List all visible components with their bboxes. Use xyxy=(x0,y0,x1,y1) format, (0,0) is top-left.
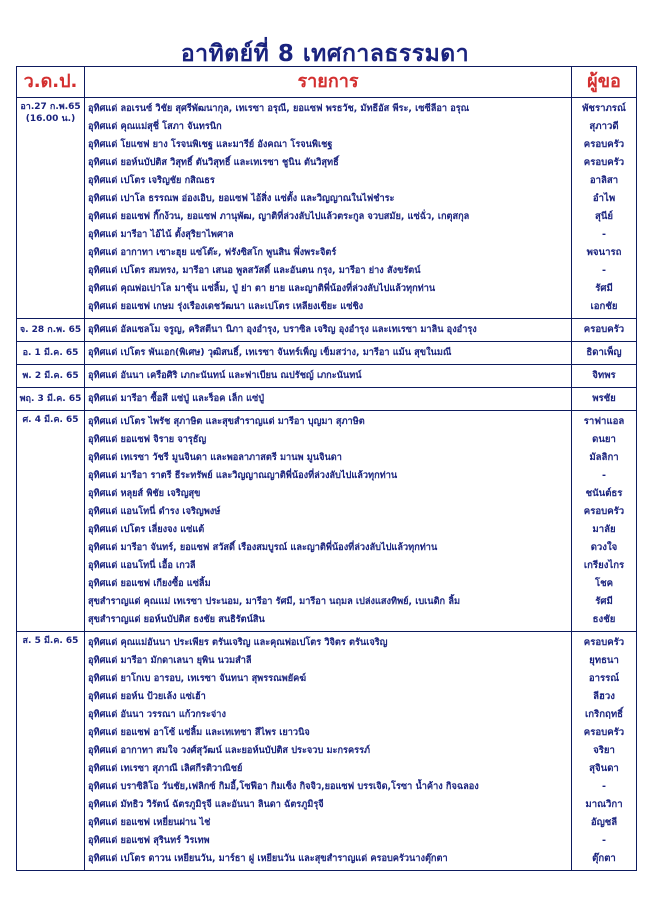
requester-name: เอกชัย xyxy=(590,301,618,312)
requester-name: มัลลิกา xyxy=(589,452,619,463)
intention-line: อุทิศแด่ มารีอา มักดาเลนา ยุพิน นวมสำลี xyxy=(88,655,252,666)
intention-line: อุทิศแด่ เปโตร ดาวน เหยียนวัน, มาร์ธา ฝู เหยียนวัน และสุขสำราญแด่ ครอบครัวนางตุ๊กตา xyxy=(88,853,448,864)
table-header-row xyxy=(17,67,637,98)
intention-line: อุทิศแด่ หลุยส์ พิชัย เจริญสุข xyxy=(88,488,201,499)
requester-name: มาณวิกา xyxy=(585,799,623,810)
mass-intention-table xyxy=(16,66,637,871)
requester-name: อัญชลี xyxy=(590,817,618,828)
date-text: อ. 1 มี.ค. 65 xyxy=(22,348,79,358)
intention-line: อุทิศแด่ ยอแซฟ อาโซ้ แซ่ลิ้ม และเทเทซา สีไพร เยาวนิจ xyxy=(88,727,310,738)
date-text: พฤ. 3 มี.ค. 65 xyxy=(19,394,82,404)
intention-line: อุทิศแด่ เปโตร เจริญชัย กสิณธร xyxy=(88,175,215,186)
requester-name: มาลัย xyxy=(592,524,616,535)
intention-line: อุทิศแด่ โยแซฟ ยาง โรจนพิเชฐ และมารีย์ อังคณา โรจนพิเชฐ xyxy=(88,139,333,150)
requester-name: ชนันต์ธร xyxy=(585,488,623,499)
date-cell xyxy=(17,319,85,342)
requester-name: ตุ๊กตา xyxy=(592,853,616,864)
intention-list-cell xyxy=(85,98,572,319)
intention-line: อุทิศแด่ บราซิลิโอ วันชัย,เฟลิกซ์ กิมอี้,โซฟีอา กิมเซ็ง กิจจิว,ยอแซฟ บรรเจิด,โรซา น้ำค้าง กิจฉลอง xyxy=(88,781,479,792)
intention-line: อุทิศแด่ แอนโทนี่ ดำรง เจริญพงษ์ xyxy=(88,506,221,517)
date-text: พ. 2 มี.ค. 65 xyxy=(22,371,79,381)
requester-name: ราฟาแอล xyxy=(583,416,625,427)
intention-line: อุทิศแด่ อันนา เครือศิริ เภกะนันทน์ และฟาเบียน ณปรัชญ์ เภกะนันทน์ xyxy=(88,370,362,381)
requester-name: - xyxy=(602,229,606,240)
intention-line: อุทิศแด่ อัลแซลโม จรูญ, คริสตีนา นิภา อุงอำรุง, บราซิล เจริญ อุงอำรุง และเทเรซา มาลิน อุงอำรุง xyxy=(88,324,477,335)
table-row xyxy=(17,98,637,319)
header-items: รายการ xyxy=(85,67,572,98)
date-text: จ. 28 ก.พ. 65 xyxy=(19,325,82,335)
requester-cell xyxy=(572,342,637,365)
requester-name: พจนารถ xyxy=(586,247,622,258)
date-text: ส. 5 มี.ค. 65 xyxy=(22,636,79,646)
requester-name: พรชัย xyxy=(592,393,616,404)
intention-list-cell xyxy=(85,319,572,342)
requester-name: ดนยา xyxy=(592,434,616,445)
intention-line: อุทิศแด่ ยอห์นบัปติส วิสุทธิ์ ตันวิสุทธิ์ และเทเรซา ชูนิน ตันวิสุทธิ์ xyxy=(88,157,339,168)
requester-cell xyxy=(572,388,637,411)
intention-list-cell xyxy=(85,388,572,411)
requester-name: ธงชัย xyxy=(592,614,616,625)
requester-name: สุภาวดี xyxy=(589,121,619,132)
requester-name: ธิดาเพ็ญ xyxy=(586,347,622,358)
requester-name: - xyxy=(602,835,606,846)
date-text: ศ. 4 มี.ค. 65 xyxy=(22,415,79,425)
requester-name: อำไพ xyxy=(592,193,616,204)
intention-line: อุทิศแด่ มารีอา จันทร์, ยอแซฟ สวัสดิ์ เรืองสมบูรณ์ และญาติพี่น้องที่ล่วงลับไปแล้วทุกท่าน xyxy=(88,542,438,553)
table-row xyxy=(17,388,637,411)
intention-line: อุทิศแด่ เทเรซา สุภาณี เลิศกีรติวาณิชย์ xyxy=(88,763,243,774)
requester-name: จริยา xyxy=(593,745,615,756)
header-date: ว.ด.ป. xyxy=(17,67,85,98)
date-cell xyxy=(17,411,85,632)
intention-line: อุทิศแด่ อันนา วรรณา แก้วกระจ่าง xyxy=(88,709,226,720)
requester-name: อาลิสา xyxy=(589,175,619,186)
intention-line: อุทิศแด่ เปโตร เลี่ยงจง แซ่แต้ xyxy=(88,524,205,535)
intention-list-cell xyxy=(85,632,572,871)
intention-line: อุทิศแด่ คุณแม่อันนา ประเพียร ตรันเจริญ และคุณพ่อเปโตร วิจิตร ตรันเจริญ xyxy=(88,637,388,648)
table-row xyxy=(17,319,637,342)
intention-line: อุทิศแด่ ยอห์น ป้วยเล้ง แซ่เฮ้า xyxy=(88,691,206,702)
table-row xyxy=(17,411,637,632)
intention-line: อุทิศแด่ เปโตร ไพรัช สุภาษิต และสุขสำราญแด่ มารีอา บุญมา สุภาษิต xyxy=(88,416,365,427)
intention-line: อุทิศแด่ เปโตร พันเอก(พิเศษ) วุฒิสนธิ์, เทเรซา จันทร์เพ็ญ เข็มสว่าง, มารีอา แม้น สุขในมณี xyxy=(88,347,452,358)
intention-line: อุทิศแด่ ยอแซฟ จิราย จารุธัญ xyxy=(88,434,207,445)
requester-name: - xyxy=(602,781,606,792)
intention-line: อุทิศแด่ คุณพ่อเปาโล มาชุ้น แซ่ลิ้ม, ปู่ ย่า ตา ยาย และญาติพี่น้องที่ล่วงลับไปแล้วทุกท่าน xyxy=(88,283,436,294)
date-cell xyxy=(17,342,85,365)
requester-cell xyxy=(572,98,637,319)
date-text: อา.27 ก.พ.65 xyxy=(20,102,81,112)
date-cell xyxy=(17,98,85,319)
requester-name: ยุทธนา xyxy=(589,655,619,666)
requester-name: ครอบครัว xyxy=(583,727,625,738)
page-title: อาทิตย์ที่ 8 เทศกาลธรรมดา xyxy=(180,41,470,67)
requester-name: อารรณ์ xyxy=(588,673,620,684)
intention-line: อุทิศแด่ ลอเรนซ์ วิชัย สุศรีพัฒนากุล, เทเรซา อรุณี, ยอแซฟ พรธวัช, มัทธีอัส พีระ, เซซีลีอา อรุณ xyxy=(88,103,470,114)
requester-name: ครอบครัว xyxy=(583,139,625,150)
requester-cell xyxy=(572,632,637,871)
table-body xyxy=(17,98,637,871)
intention-line: อุทิศแด่ ยอแซฟ กิ๊กง้วน, ยอแซฟ ภานุพัฒ, ญาติที่ล่วงลับไปแล้วตระกูล จวบสมัย, แซ่ฉั่ว, เกตุสกุล xyxy=(88,211,470,222)
requester-name: โชค xyxy=(594,578,614,589)
requester-name: ครอบครัว xyxy=(583,324,625,335)
intention-line: อุทิศแด่ ยอแซฟ สุรินทร์ วิรเทพ xyxy=(88,835,210,846)
intention-line: อุทิศแด่ ยอแซฟ เหยี่ยนฝาน ไช่ xyxy=(88,817,211,828)
requester-name: รัศมี xyxy=(595,596,613,607)
requester-cell xyxy=(572,365,637,388)
intention-line: อุทิศแด่ ยอแซฟ เกียงซื้อ แซ่ลิ้ม xyxy=(88,578,211,589)
intention-line: อุทิศแด่ อากาทา สมใจ วงศ์สุวัฒน์ และยอห์นบัปติส ประจวบ มะกรครรภ์ xyxy=(88,745,371,756)
requester-name: จิทพร xyxy=(592,370,616,381)
table-row xyxy=(17,365,637,388)
intention-line: อุทิศแด่ ยอแซฟ เกษม รุ่งเรืองเดชวัฒนา และเปโตร เหลียงเชียะ แซ่ชิง xyxy=(88,301,364,312)
intention-line: อุทิศแด่ แอนโทนี่ เอื้อ เกวลี xyxy=(88,560,196,571)
requester-name: ครอบครัว xyxy=(583,157,625,168)
time-text: (16.00 น.) xyxy=(25,114,76,124)
requester-name: ครอบครัว xyxy=(583,506,625,517)
intention-line: อุทิศแด่ มารีอา ราตรี ธีระทรัพย์ และวิญญาณญาติพี่น้องที่ล่วงลับไปแล้วทุกท่าน xyxy=(88,470,398,481)
intention-line: อุทิศแด่ ยาโกเบ อารอบ, เทเรซา จันทนา สุพรรณพยัคฆ์ xyxy=(88,673,307,684)
requester-name: - xyxy=(602,265,606,276)
requester-name: พัชราภรณ์ xyxy=(582,103,626,114)
requester-name: สุนีย์ xyxy=(594,211,614,222)
table-row xyxy=(17,342,637,365)
intention-line: อุทิศแด่ คุณแม่สุชี่ โสภา จันทรนิก xyxy=(88,121,222,132)
requester-name: ครอบครัว xyxy=(583,637,625,648)
intention-list-cell xyxy=(85,411,572,632)
requester-name: เกรียงไกร xyxy=(583,560,625,571)
intention-line: อุทิศแด่ เปโตร สมทรง, มารีอา เสนอ พูลสวัสดิ์ และอันตน กรุง, มารีอา ย่าง สังขรัตน์ xyxy=(88,265,421,276)
date-cell xyxy=(17,365,85,388)
date-cell xyxy=(17,388,85,411)
requester-name: เกริกฤทธิ์ xyxy=(584,709,624,720)
requester-name: สุจินดา xyxy=(589,763,619,774)
requester-name: - xyxy=(602,470,606,481)
date-cell xyxy=(17,632,85,871)
intention-line: อุทิศแด่ มารีอา ซื้อสี แซ่ปู่ และร็อค เล็ก แซ่ปู่ xyxy=(88,393,265,404)
requester-name: รัศมี xyxy=(595,283,613,294)
intention-line: อุทิศแด่ เทเรซา วัชรี มูนจินดา และพอลาภาสตรี มานพ มูนจินดา xyxy=(88,452,342,463)
table-row xyxy=(17,632,637,871)
intention-line: สุขสำราญแด่ ยอห์นบัปติส ธงชัย สนธิรัตน์สิน xyxy=(88,614,265,625)
intention-line: อุทิศแด่ มารีอา ไอ้ไน้ ตั้งสุริยาไพศาล xyxy=(88,229,234,240)
header-requester: ผู้ขอ xyxy=(572,67,637,98)
requester-name: ลีฮวง xyxy=(593,691,615,702)
requester-name: ดวงใจ xyxy=(590,542,618,553)
intention-list-cell xyxy=(85,365,572,388)
requester-cell xyxy=(572,319,637,342)
intention-line: อุทิศแด่ อากาทา เซาะฮุย แซ่โต๊ะ, ฟรังซิสโก พูนสิน พึ่งพระจิตร์ xyxy=(88,247,337,258)
intention-line: อุทิศแด่ เปาโล ธรรณพ อ่องเอิบ, ยอแซฟ ไอ้สิ่ง แซ่ตั้ง และวิญญาณในไฟชำระ xyxy=(88,193,395,204)
requester-cell xyxy=(572,411,637,632)
intention-list-cell xyxy=(85,342,572,365)
intention-line: สุขสำราญแด่ คุณแม่ เทเรซา ประนอม, มารีอา รัศมี, มารีอา นฤมล เปล่งแสงทิพย์, เบเนดิก ลิ้ม xyxy=(88,596,461,607)
intention-line: อุทิศแด่ มัทธิว วิรัตน์ ฉัตรภูมิรุจี และอันนา ลินดา ฉัตรภูมิรุจี xyxy=(88,799,324,810)
